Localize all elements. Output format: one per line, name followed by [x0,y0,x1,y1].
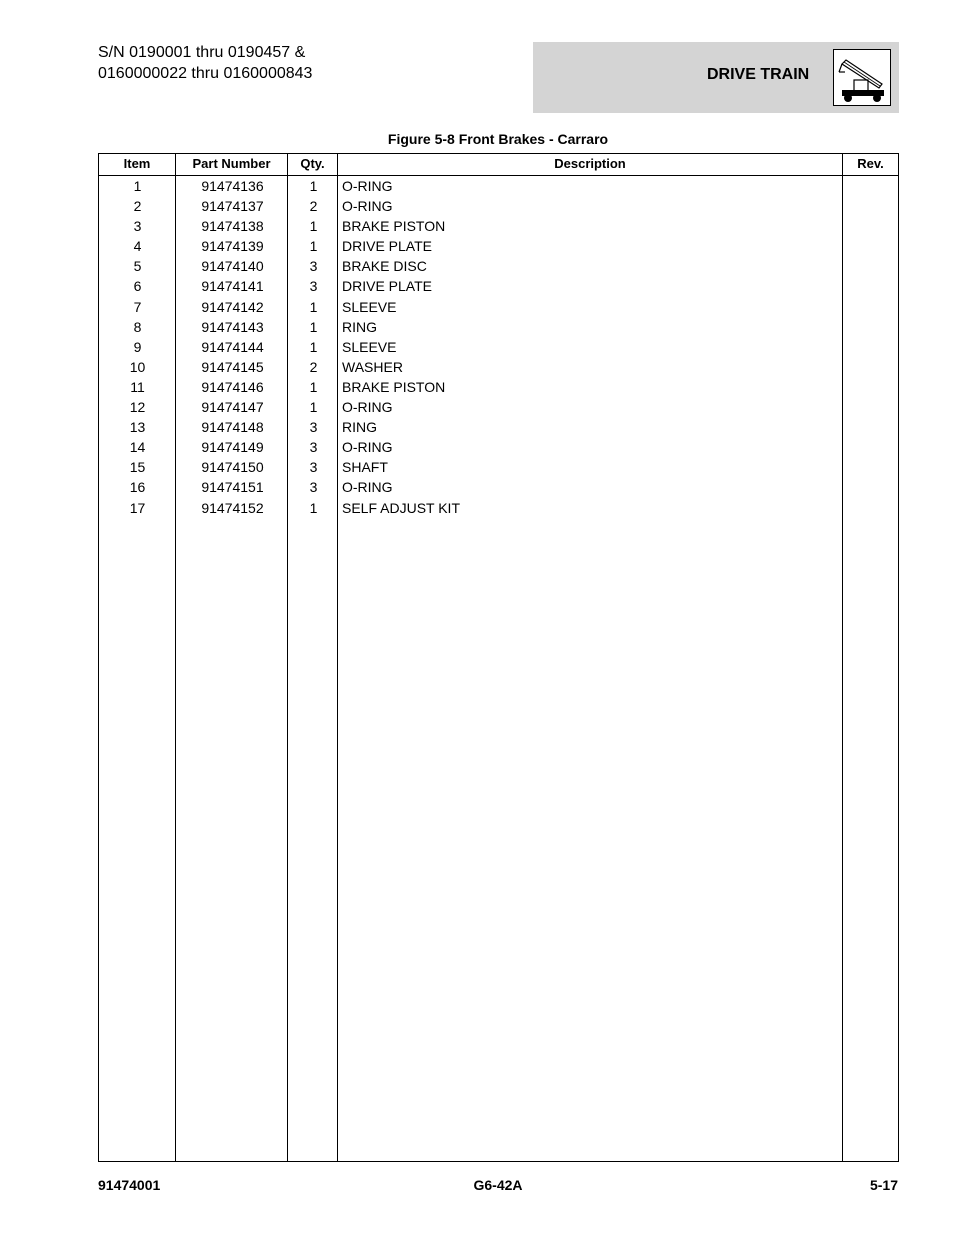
serial-line-2: 0160000022 thru 0160000843 [98,65,313,82]
table-row [99,176,898,196]
table-row [99,337,898,357]
qty-cell: 1 [309,318,318,335]
part-number-cell: 91474139 [201,238,264,255]
column-header-qty: Qty. [300,156,325,171]
item-cell: 5 [133,258,142,275]
part-number-cell: 91474142 [201,298,264,315]
description-cell: O-RING [342,439,393,456]
qty-cell: 3 [309,278,318,295]
part-number-cell: 91474149 [201,439,264,456]
part-number-cell: 91474146 [201,378,264,395]
doc-number: 91474001 [98,1177,161,1193]
part-number-cell: 91474141 [201,278,264,295]
description-cell: DRIVE PLATE [342,278,432,295]
qty-cell: 1 [309,399,318,416]
item-cell: 4 [133,238,142,255]
item-cell: 12 [129,399,146,416]
item-cell: 7 [133,298,142,315]
section-title: DRIVE TRAIN [707,66,810,83]
table-row [99,498,898,518]
table-row [99,477,898,497]
qty-cell: 3 [309,479,318,496]
description-cell: WASHER [342,358,403,375]
item-cell: 8 [133,318,142,335]
description-cell: SLEEVE [342,338,397,355]
item-cell: 10 [129,358,146,375]
part-number-cell: 91474143 [201,318,264,335]
qty-cell: 1 [309,178,318,194]
part-number-cell: 91474152 [201,499,264,516]
qty-cell: 1 [309,338,318,355]
description-cell: SLEEVE [342,298,397,315]
telehandler-icon [833,49,891,106]
qty-cell: 1 [309,499,318,516]
table-row [99,276,898,296]
item-cell: 15 [129,459,146,476]
parts-table [98,153,899,1162]
part-number-cell: 91474145 [201,358,264,375]
description-cell: SELF ADJUST KIT [342,499,460,516]
page-number: 5-17 [869,1177,898,1193]
description-cell: BRAKE PISTON [342,218,446,235]
description-cell: BRAKE PISTON [342,378,446,395]
qty-cell: 2 [309,358,318,375]
qty-cell: 3 [309,419,318,436]
table-row [99,297,898,317]
table-row [99,457,898,477]
column-header-item: Item [123,156,151,171]
table-row [99,437,898,457]
serial-line-1: S/N 0190001 thru 0190457 & [98,44,306,61]
table-row [99,417,898,437]
part-number-cell: 91474148 [201,419,264,436]
description-cell: O-RING [342,198,393,215]
model-number: G6-42A [473,1177,523,1193]
part-number-cell: 91474136 [201,178,264,194]
table-row [99,377,898,397]
part-number-cell: 91474150 [201,459,264,476]
qty-cell: 3 [309,439,318,456]
part-number-cell: 91474151 [201,479,264,496]
qty-cell: 3 [309,258,318,275]
table-body [99,176,898,518]
description-cell: O-RING [342,178,393,194]
part-number-cell: 91474137 [201,198,264,215]
table-row [99,236,898,256]
table-row [99,317,898,337]
description-cell: O-RING [342,479,393,496]
item-cell: 16 [129,479,146,496]
table-row [99,357,898,377]
table-row [99,256,898,276]
item-cell: 6 [133,278,142,295]
table-row [99,216,898,236]
description-cell: SHAFT [342,459,388,476]
part-number-cell: 91474140 [201,258,264,275]
qty-cell: 3 [309,459,318,476]
column-header-part-number: Part Number [192,156,271,171]
item-cell: 1 [133,178,142,194]
column-header-rev: Rev. [857,156,884,171]
description-cell: DRIVE PLATE [342,238,432,255]
qty-cell: 1 [309,218,318,235]
table-row [99,196,898,216]
part-number-cell: 91474138 [201,218,264,235]
item-cell: 17 [129,499,146,516]
description-cell: RING [342,318,377,335]
serial-number-range [98,42,312,84]
item-cell: 3 [133,218,142,235]
description-cell: RING [342,419,377,436]
part-number-cell: 91474144 [201,338,264,355]
qty-cell: 1 [309,298,318,315]
qty-cell: 2 [309,198,318,215]
item-cell: 11 [130,378,145,395]
column-header-description: Description [554,156,626,171]
qty-cell: 1 [309,378,318,395]
section-header [533,42,899,113]
table-row [99,397,898,417]
item-cell: 2 [133,198,142,215]
description-cell: BRAKE DISC [342,258,427,275]
item-cell: 13 [129,419,146,436]
qty-cell: 1 [309,238,318,255]
description-cell: O-RING [342,399,393,416]
part-number-cell: 91474147 [201,399,264,416]
item-cell: 9 [133,338,142,355]
figure-title: Figure 5-8 Front Brakes - Carraro [387,131,609,147]
item-cell: 14 [129,439,146,456]
